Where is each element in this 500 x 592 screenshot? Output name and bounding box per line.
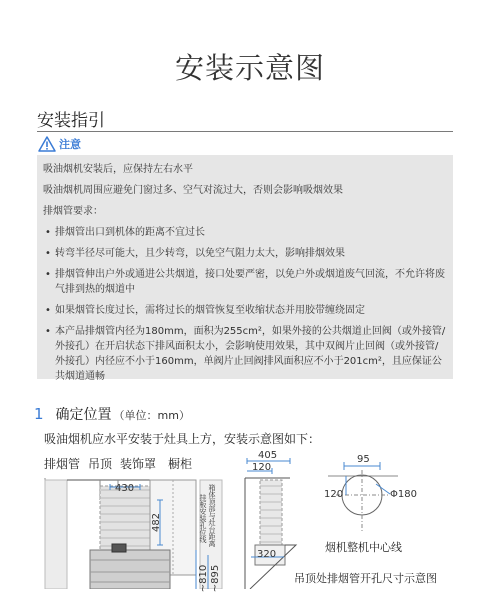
note-paragraph: 排烟管要求：: [43, 206, 103, 217]
note-mounting-hole-line: 挂板安装孔位线: [199, 494, 207, 543]
dimension-120-front: 120: [252, 462, 272, 473]
note-list-item: • 排烟管伸出户外或通进公共烟道，接口处要严密，以免户外或烟道废气回流，不允许将废气排到热的烟道中: [43, 267, 447, 297]
caption-center-line: 烟机整机中心线: [325, 541, 402, 554]
note-paragraph: 吸油烟机周围应避免门窗过多、空气对流过大，否则会影响吸烟效果: [43, 185, 343, 196]
note-list-item: • 本产品排烟管内径为180mm，面积为255cm²，如果外接的公共烟道止回阀（或外接管/外接孔）在开启状态下排风面积太小，会影响使用效果，其中双阀片止回阀（或外接管/外接孔）内径应不小于160mm，单阀片止回阀排风面积应不小于201cm²，且应保证公共烟道通畅: [43, 324, 447, 384]
section-title: 安装指引: [37, 111, 105, 131]
dimension-810: ~810: [198, 564, 210, 592]
label-cabinet: 橱柜: [168, 457, 193, 471]
dimension-120-hole: 120: [324, 489, 344, 500]
note-list-item: • 转弯半径尽可能大，且少转弯，以免空气阻力太大，影响排烟效果: [43, 246, 447, 261]
step-description: 吸油烟机应水平安装于灶具上方，安装示意图如下：: [44, 432, 321, 446]
step-number: 1: [34, 405, 44, 423]
label-exhaust-pipe: 排烟管: [44, 457, 81, 471]
dimension-430: 430: [115, 483, 135, 494]
dimension-895: ~895: [210, 564, 222, 592]
step-title: 确定位置: [55, 407, 112, 423]
notice-label: 注意: [59, 138, 81, 151]
dimension-phi180: Φ180: [390, 489, 417, 500]
caption-ceiling-hole: 吊顶处排烟管开孔尺寸示意图: [294, 572, 437, 585]
note-list-item: • 排烟管出口到机体的距离不宜过长: [43, 225, 447, 240]
note-box-to-stove-distance: 箱体顶部与灶台距离: [208, 484, 216, 547]
note-list-item: • 如果烟管长度过长，需将过长的烟管恢复至收缩状态并用胶带缠绕固定: [43, 303, 447, 318]
step-unit: （单位：mm）: [113, 409, 190, 422]
label-ceiling: 吊顶: [88, 457, 113, 471]
dimension-405: 405: [258, 450, 278, 461]
dimension-320: 320: [257, 549, 277, 560]
front-view-diagram: [245, 458, 296, 589]
side-view-diagram: [45, 478, 222, 589]
note-paragraph: 吸油烟机安装后，应保持左右水平: [43, 164, 193, 175]
dimension-482: 482: [151, 512, 163, 533]
page-title: 安装示意图: [174, 51, 325, 85]
label-decorative-cover: 装饰罩: [120, 457, 157, 471]
dimension-95: 95: [357, 454, 370, 465]
